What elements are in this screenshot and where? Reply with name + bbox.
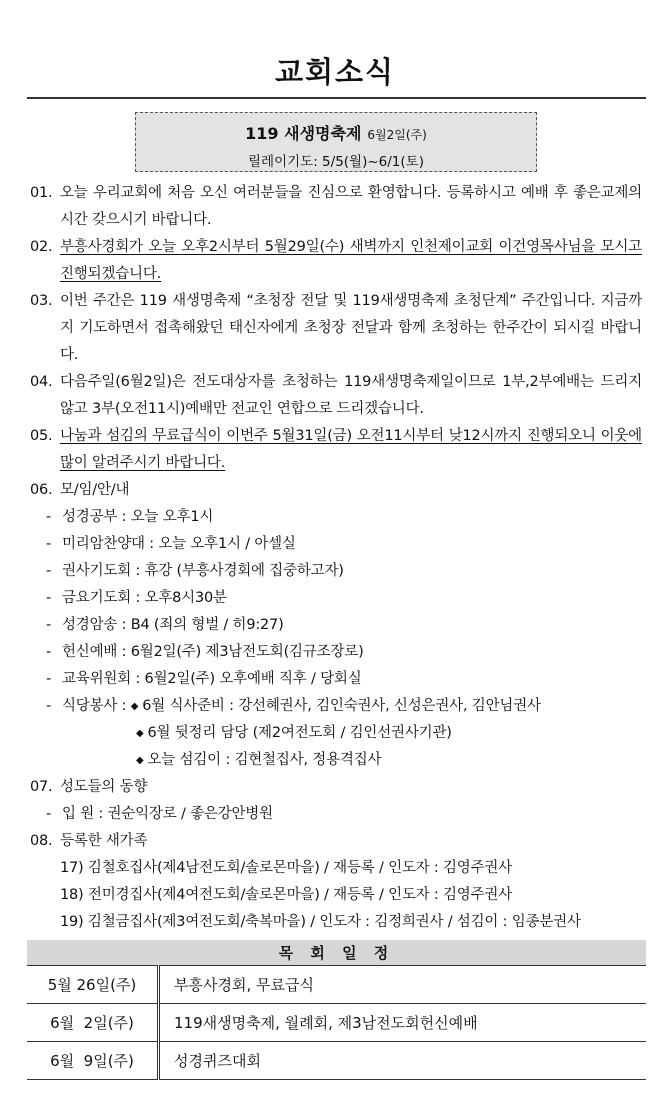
item-number: 06.	[30, 482, 53, 498]
item-number: 01.	[30, 185, 53, 201]
service-text: 6월 뒷정리 담당 (제2여전도회 / 김인선권사기관)	[147, 725, 452, 741]
item-text: 나눔과 섬김의 무료급식이 이번주 5월31일(금) 오전11시부터 낮12시까지 진행되오니 이웃에 많이 알려주시기 바랍니다.	[60, 428, 642, 471]
page-title: 교회소식	[274, 55, 396, 89]
event-subtitle: 릴레이기도: 5/5(월)~6/1(토)	[248, 154, 424, 170]
diamond-bullet-icon: ◆	[136, 728, 144, 739]
service-line: - 식당봉사 : ◆ 6월 식사준비 : 강선혜권사, 김인숙권사, 신성은권사, 김안님권사	[46, 698, 541, 714]
item-number: 02.	[30, 239, 53, 255]
title-divider	[27, 97, 646, 99]
meeting-line: - 헌신예배 : 6월2일(주) 제3남전도회(김규조장로)	[46, 644, 364, 660]
item-number: 07.	[30, 779, 53, 795]
table-row	[27, 1004, 646, 1042]
news-item-05	[30, 423, 642, 477]
item-text: 다음주일(6월2일)은 전도대상자를 초청하는 119새생명축제일이므로 1부,2부예배는 드리지 않고 3부(오전11시)예배만 전교인 연합으로 드리겠습니다.	[60, 374, 642, 417]
schedule-event: 성경퀴즈대회	[159, 1042, 647, 1080]
schedule-table	[27, 940, 646, 1080]
new-family-line: 18) 전미경집사(제4여전도회/솔로몬마을) / 재등록 / 인도자 : 김영주권사	[60, 887, 513, 903]
event-banner	[135, 112, 537, 172]
section-title: 등록한 새가족	[60, 833, 148, 849]
service-line	[30, 720, 642, 747]
meeting-line: - 금요기도회 : 오후8시30분	[46, 590, 227, 606]
diamond-bullet-icon: ◆	[136, 755, 144, 766]
news-item-08	[30, 828, 642, 855]
meeting-text: 미리암찬양대 : 오늘 오후1시 / 아셀실	[62, 536, 296, 552]
member-news-text: 입 원 : 권순익장로 / 좋은강안병원	[62, 806, 273, 822]
news-item-03	[30, 288, 642, 369]
schedule-date: 6월 2일(주)	[27, 1004, 159, 1042]
section-title: 모/임/안/내	[60, 482, 130, 498]
news-item-04	[30, 369, 642, 423]
meeting-text: 헌신예배 : 6월2일(주) 제3남전도회(김규조장로)	[62, 644, 364, 660]
news-item-06	[30, 477, 642, 504]
news-list	[30, 180, 642, 936]
item-text: 오늘 우리교회에 처음 오신 여러분들을 진심으로 환영합니다. 등록하시고 예배 후 좋은교제의 시간 갖으시기 바랍니다.	[60, 185, 642, 228]
item-number: 05.	[30, 428, 53, 444]
table-row	[27, 1042, 646, 1080]
new-family-line: 19) 김철금집사(제3여전도회/축복마을) / 인도자 : 김정희권사 / 섬김이 : 임종분권사	[60, 914, 581, 930]
event-title-line	[136, 121, 536, 144]
meeting-text: 권사기도회 : 휴강 (부흥사경회에 집중하고자)	[62, 563, 344, 579]
schedule-title: 목 회 일 정	[27, 940, 646, 966]
meeting-line: - 성경암송 : B4 (죄의 형벌 / 히9:27)	[46, 617, 284, 633]
item-text: 이번 주간은 119 새생명축제 “초청장 전달 및 119새생명축제 초청단계” 주간입니다. 지금까지 기도하면서 접촉해왔던 태신자에게 초청장 전달과 함께 초청하는 한주간이 되시길 바랍니다.	[60, 293, 642, 363]
schedule-event: 119새생명축제, 월례회, 제3남전도회헌신예배	[159, 1004, 647, 1042]
item-number: 04.	[30, 374, 53, 390]
event-date: 6월2일(주)	[367, 128, 427, 142]
service-text: 6월 식사준비 : 강선혜권사, 김인숙권사, 신성은권사, 김안님권사	[142, 698, 541, 714]
news-item-01	[30, 180, 642, 234]
meeting-line: - 성경공부 : 오늘 오후1시	[46, 509, 214, 525]
meeting-text: 금요기도회 : 오후8시30분	[62, 590, 227, 606]
table-row	[27, 966, 646, 1004]
news-item-07	[30, 774, 642, 801]
meeting-text: 성경암송 : B4 (죄의 형벌 / 히9:27)	[62, 617, 284, 633]
diamond-bullet-icon: ◆	[130, 701, 139, 712]
item-text: 부흥사경회가 오늘 오후2시부터 5월29일(수) 새벽까지 인천제이교회 이건영목사님을 모시고 진행되겠습니다.	[60, 239, 642, 282]
news-item-02	[30, 234, 642, 288]
meeting-line: - 권사기도회 : 휴강 (부흥사경회에 집중하고자)	[46, 563, 344, 579]
service-line	[30, 747, 642, 774]
schedule-date: 5월 26일(주)	[27, 966, 159, 1004]
event-title: 119 새생명축제	[245, 124, 362, 143]
member-news-line: - 입 원 : 권순익장로 / 좋은강안병원	[46, 806, 273, 822]
meeting-text: 교육위원회 : 6월2일(주) 오후예배 직후 / 당회실	[62, 671, 362, 687]
service-text: 오늘 섬김이 : 김현철집사, 정용격집사	[147, 752, 382, 768]
meeting-line: - 교육위원회 : 6월2일(주) 오후예배 직후 / 당회실	[46, 671, 362, 687]
new-family-line: 17) 김철호집사(제4남전도회/솔로몬마을) / 재등록 / 인도자 : 김영주권사	[60, 860, 513, 876]
meeting-text: 성경공부 : 오늘 오후1시	[62, 509, 214, 525]
service-label: 식당봉사 :	[62, 698, 127, 714]
meeting-line: - 미리암찬양대 : 오늘 오후1시 / 아셀실	[46, 536, 296, 552]
schedule-event: 부흥사경회, 무료급식	[159, 966, 647, 1004]
item-number: 08.	[30, 833, 53, 849]
schedule-date: 6월 9일(주)	[27, 1042, 159, 1080]
section-title: 성도들의 동향	[60, 779, 148, 795]
item-number: 03.	[30, 293, 53, 309]
